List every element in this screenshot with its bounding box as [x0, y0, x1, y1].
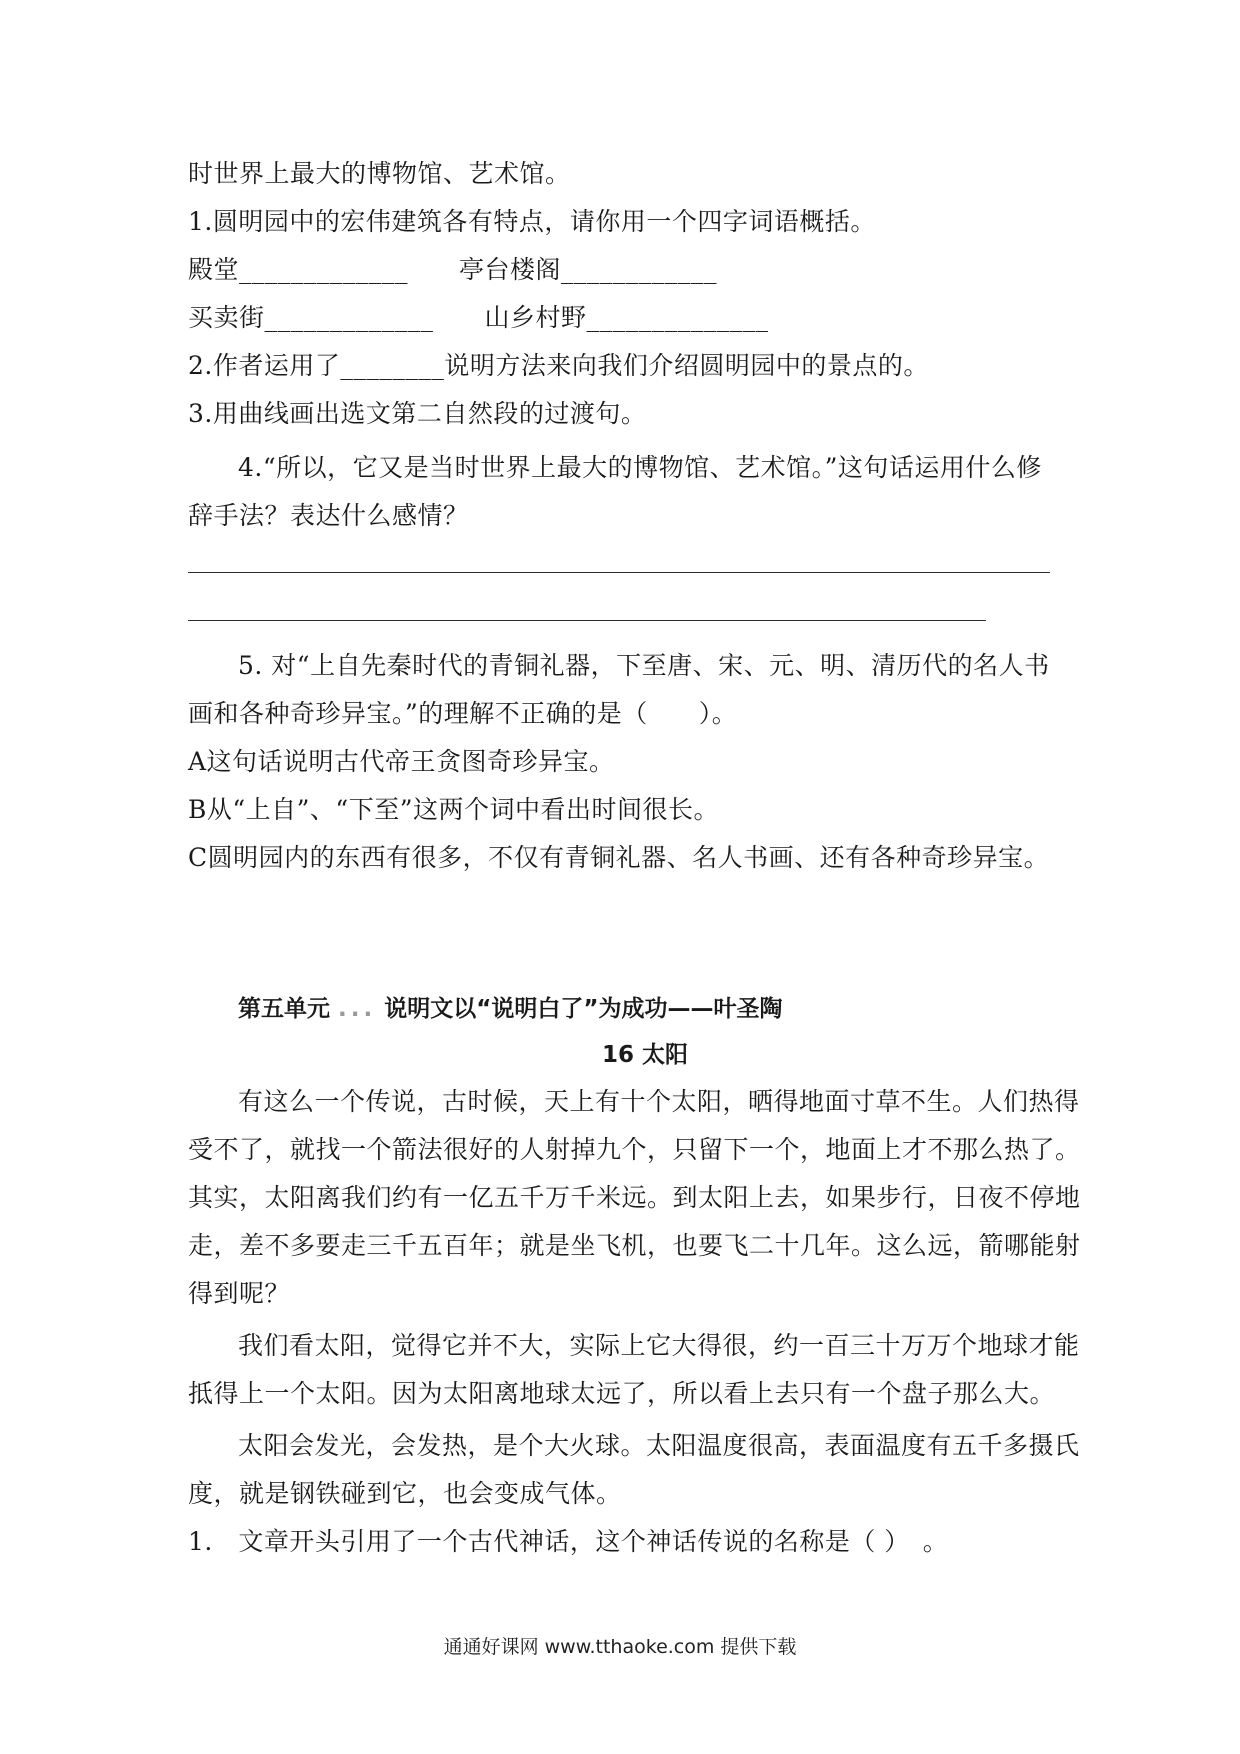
unit-title [238, 994, 782, 1024]
passage-line: 走，差不多要走三千五百年；就是坐飞机，也要飞二十几年。这么远，箭哪能射 [188, 1231, 1081, 1260]
option-c: C圆明园内的东西有很多，不仅有青铜礼器、名人书画、还有各种奇珍异宝。 [188, 843, 1050, 872]
question-3: 3.用曲线画出选文第二自然段的过渡句。 [188, 399, 647, 428]
passage-line: 太阳会发光，会发热，是个大火球。太阳温度很高，表面温度有五千多摄氏 [238, 1431, 1080, 1460]
question-4: 4.“所以，它又是当时世界上最大的博物馆、艺术馆。”这句话运用什么修 [238, 453, 1042, 482]
passage-line: 得到呢？ [188, 1279, 291, 1308]
text-line: 时世界上最大的博物馆、艺术馆。 [188, 159, 571, 188]
passage-line: 有这么一个传说，古时候，天上有十个太阳，晒得地面寸草不生。人们热得 [238, 1087, 1080, 1116]
question-5: 5. 对“上自先秦时代的青铜礼器，下至唐、宋、元、明、清历代的名人书 [238, 651, 1050, 680]
passage-line: 我们看太阳，觉得它并不大，实际上它大得很，约一百三十万万个地球才能 [238, 1331, 1080, 1360]
answer-line [188, 572, 1050, 573]
title-dots: ... [338, 996, 377, 1022]
answer-blank-row: 殿堂_____________ 亭台楼阁____________ [188, 255, 718, 284]
answer-blank-row: 买卖街_____________ 山乡村野______________ [188, 303, 769, 332]
option-b: B从“上自”、“下至”这两个词中看出时间很长。 [188, 795, 719, 824]
question-5-cont: 画和各种奇珍异宝。”的理解不正确的是（ ）。 [188, 699, 738, 728]
footer-text: 通通好课网 www.tthaoke.com 提供下载 [443, 1636, 797, 1658]
passage-line: 抵得上一个太阳。因为太阳离地球太远了，所以看上去只有一个盘子那么大。 [188, 1379, 1056, 1408]
passage-question-1: 1. 文章开头引用了一个古代神话，这个神话传说的名称是（ ） 。 [188, 1527, 949, 1556]
passage-line: 受不了，就找一个箭法很好的人射掉九个，只留下一个，地面上才不那么热了。 [188, 1135, 1081, 1164]
lesson-title: 16 太阳 [602, 1042, 689, 1068]
unit-label: 第五单元 [238, 996, 330, 1022]
question-2: 2.作者运用了________说明方法来向我们介绍圆明园中的景点的。 [188, 351, 929, 380]
passage-line: 其实，太阳离我们约有一亿五千万千米远。到太阳上去，如果步行，日夜不停地 [188, 1183, 1081, 1212]
question-4-cont: 辞手法？表达什么感情？ [188, 501, 469, 530]
unit-subtitle: 说明文以“说明白了”为成功——叶圣陶 [384, 996, 783, 1022]
answer-line [188, 620, 986, 621]
question-1: 1.圆明园中的宏伟建筑各有特点，请你用一个四字词语概括。 [188, 207, 876, 236]
option-a: A这句话说明古代帝王贪图奇珍异宝。 [188, 747, 615, 776]
passage-line: 度，就是钢铁碰到它，也会变成气体。 [188, 1479, 622, 1508]
